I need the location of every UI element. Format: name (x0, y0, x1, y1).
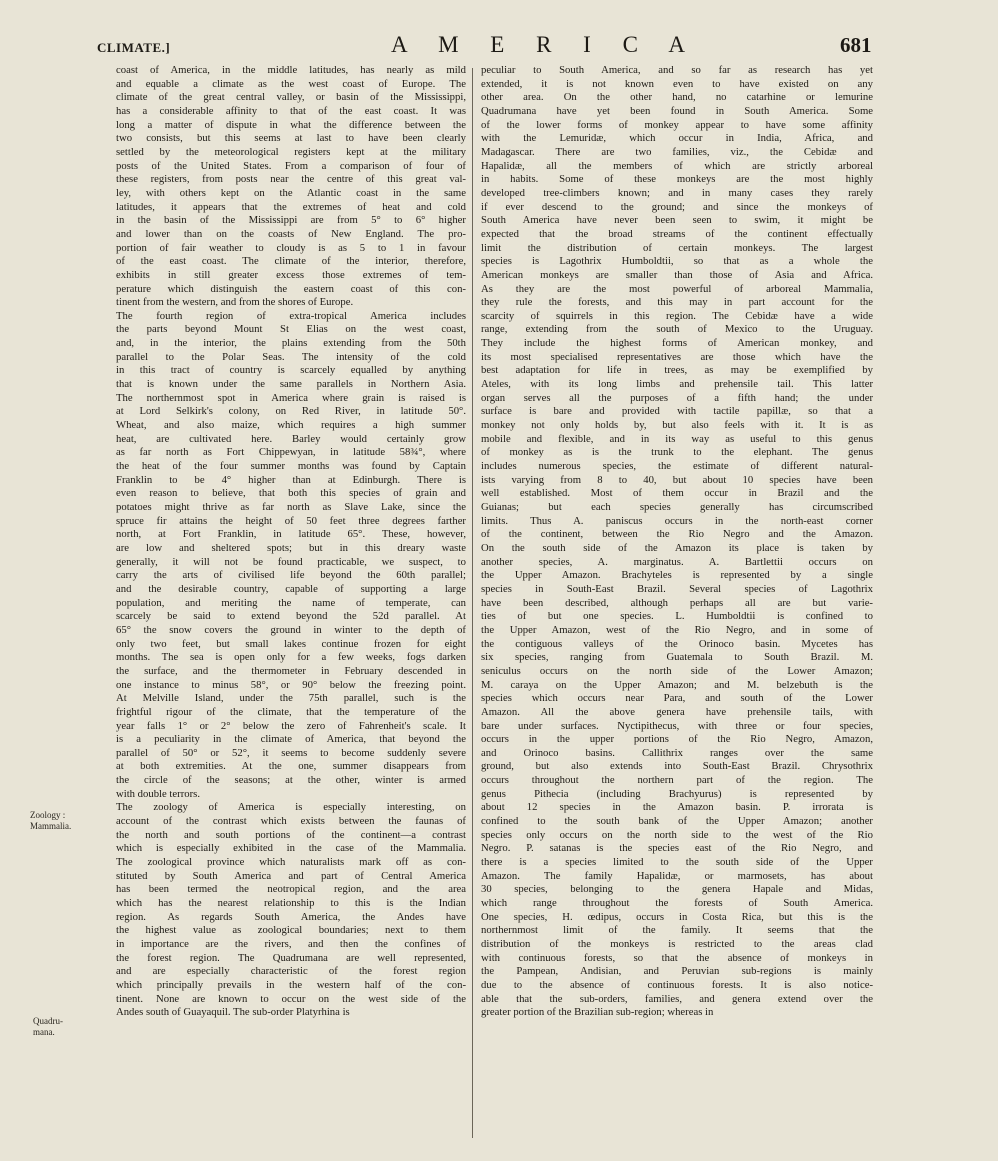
text-line: and are especially characteristic of the forest region (116, 965, 466, 978)
text-line: On the south side of the Amazon its place is taken by (481, 541, 873, 554)
text-line: coast of America, in the middle latitudes, has nearly as mild (116, 64, 466, 76)
text-line: if ever descend to the ground; and since the monkeys of (481, 200, 873, 213)
text-line: with the Lemuridæ, which occur in India, Africa, and (481, 132, 873, 145)
text-line: range, extending from the south of Mexico to the Uruguay. (481, 323, 873, 336)
text-line: perature which distinguish the eastern coast of this con- (116, 282, 466, 295)
page-number: 681 (840, 33, 872, 57)
margin-note-zoology (30, 810, 71, 832)
text-line: monkey not only holds by, but also feels with it. It is as (481, 419, 873, 432)
text-line: even reason to believe, that both this species of grain and (116, 487, 466, 500)
text-line: and Orinoco basins. Callithrix ranges over the same (481, 746, 873, 759)
text-line: developed tree-climbers known; and in many cases they rarely (481, 186, 873, 199)
text-line: of the continent, between the Rio Negro and the Amazon. (481, 528, 873, 541)
text-line: population, and meriting the name of temperate, can (116, 596, 466, 609)
text-line: the highest value as zoological boundaries; next to them (116, 924, 466, 937)
text-line: Quadrumana have yet been found in South America. Some (481, 104, 873, 117)
text-line: They include the highest forms of American monkey, and (481, 337, 873, 350)
text-line: As they are the most powerful of arboreal Mammalia, (481, 282, 873, 295)
text-line: parallel of 50° or 52°, it seems to become suddenly severe (116, 746, 466, 759)
text-line: scarcely be said to extend beyond the 52d parallel. At (116, 610, 466, 623)
text-line: posts of the United States. From a comparison of four of (116, 159, 466, 172)
text-line: ists varying from 8 to 40, but about 10 species have been (481, 473, 873, 486)
text-line: generally, it will not be found practicable, we suspect, to (116, 555, 466, 568)
text-line: only two feet, but small lakes continue frozen for eight (116, 637, 466, 650)
text-line: occurs throughout the northern part of the region. The (481, 774, 873, 787)
text-line: species in South-East Brazil. Several species of Lagothrix (481, 582, 873, 595)
text-line: best adaptation for life in trees, as may be exemplified by (481, 364, 873, 377)
text-line: in habits. Some of these monkeys are the most highly (481, 173, 873, 186)
text-line: greater portion of the Brazilian sub-region; whereas in (481, 1006, 714, 1019)
column-divider (472, 68, 473, 1138)
text-line: northernmost limit of the family. It seems that the (481, 924, 873, 937)
margin-note-line: Zoology : (30, 810, 66, 820)
text-line: due to the absence of continuous forests. It is also notice- (481, 978, 873, 991)
text-line: occurs in the upper portions of the Rio Negro, Amazon, (481, 733, 873, 746)
text-line: limit the distribution of certain monkeys. The largest (481, 241, 873, 254)
text-line: Hapalidæ, all the members of which are strictly arboreal (481, 159, 873, 172)
text-line: seniculus occurs on the north side of the Lower Amazon; (481, 664, 873, 677)
text-line: exhibits in still greater excess those extremes of tem- (116, 268, 466, 281)
text-line: six species, ranging from Guatemala to South Brazil. M. (481, 651, 873, 664)
text-line: The northernmost spot in America where grain is raised is (116, 391, 466, 404)
text-line: in the basin of the Mississippi are from 5° to 6° higher (116, 214, 466, 227)
text-line: bare under surfaces. Nyctipithecus, with three or four species, (481, 719, 873, 732)
right-text-column (481, 64, 873, 1020)
text-line: and the desirable country, capable of supporting a large (116, 582, 466, 595)
text-line: are low and sheltered spots; but in this dreary waste (116, 541, 466, 554)
text-line: tinent from the western, and from the shores of Europe. (116, 296, 354, 309)
text-line: The zoology of America is especially interesting, on (116, 801, 466, 814)
text-line: M. caraya on the Upper Amazon; and M. belzebuth is the (481, 678, 873, 691)
text-line: stituted by South America and part of Central America (116, 869, 466, 882)
margin-note-line: Quadru- (33, 1016, 63, 1026)
text-line: one instance to minus 58°, or 90° below the freezing point. (116, 678, 466, 691)
text-line: peculiar to South America, and so far as research has yet (481, 64, 873, 76)
text-line: species which occurs near Para, and south of the Lower (481, 692, 873, 705)
text-line: as far north as Fort Chippewyan, in latitude 58¾°, where (116, 446, 466, 459)
text-line: settled by the meteorological registers kept at the military (116, 145, 466, 158)
text-line: at Lord Selkirk's colony, on Red River, in latitude 50°. (116, 405, 466, 418)
text-line: the circle of the seasons; at the other, winter is armed (116, 774, 466, 787)
text-line: the Pampean, Andisian, and Peruvian sub-regions is mainly (481, 965, 873, 978)
text-line: have been described, although perhaps all are but varie- (481, 596, 873, 609)
text-line: heat, are cultivated here. Barley would certainly grow (116, 432, 466, 445)
text-line: long a matter of dispute in what the difference between the (116, 118, 466, 131)
text-line: these registers, from posts near the centre of this great val- (116, 173, 466, 186)
text-line: able that the sub-orders, families, and genera extend over the (481, 992, 873, 1005)
text-line: Amazon. The family Hapalidæ, or marmosets, has about (481, 869, 873, 882)
text-line: there is a species limited to the south side of the Upper (481, 856, 873, 869)
text-line: extended, it is not known even to have existed on any (481, 77, 873, 90)
text-line: South America have never been seen to swim, it might be (481, 214, 873, 227)
text-line: distribution of the monkeys is restricted to the areas clad (481, 938, 873, 950)
text-line: carry the arts of civilised life beyond the 60th parallel; (116, 569, 466, 582)
text-line: well established. Most of them occur in Brazil and the (481, 487, 873, 500)
margin-note-line: Mammalia. (30, 821, 72, 831)
text-line: with double terrors. (116, 787, 200, 800)
text-line: has been termed the neotropical region, and the area (116, 883, 466, 896)
text-line: 65° the snow covers the ground in winter to the depth of (116, 623, 466, 636)
text-line: north, at Fort Franklin, in latitude 65°. These, however, (116, 528, 466, 541)
text-line: region. As regards South America, the Andes have (116, 910, 466, 923)
text-line: in this tract of country is scarcely equalled by anything (116, 364, 466, 377)
text-line: American monkeys are smaller than those of Asia and Africa. (481, 268, 873, 281)
text-line: about 12 species in the Amazon basin. P. irrorata is (481, 801, 873, 814)
text-line: the surface, and the thermometer in February descended in (116, 664, 466, 677)
text-line: species is Lagothrix Humboldtii, so that as a whole the (481, 255, 873, 268)
text-line: and lower than on the coasts of New England. The pro- (116, 227, 466, 240)
text-line: The fourth region of extra-tropical America includes (116, 309, 466, 322)
text-line: which range throughout the forests of South America. (481, 897, 873, 910)
text-line: latitudes, it appears that the extremes of heat and cold (116, 200, 466, 213)
text-line: mobile and flexible, and in its way as useful to this genus (481, 432, 873, 445)
text-line: Andes south of Guayaquil. The sub-order Platyrhina is (116, 1006, 350, 1019)
text-line: species only occurs on the north side to the west of the Rio (481, 828, 873, 841)
section-heading: CLIMATE.] (97, 40, 171, 55)
text-line: which has the nearest relationship to this is the Indian (116, 897, 466, 910)
text-line: they rule the forests, and this may in part account for the (481, 296, 873, 309)
text-line: its most specialised representatives are those which have the (481, 350, 873, 363)
text-line: the Upper Amazon. Brachyteles is represented by a single (481, 569, 873, 582)
text-line: spruce fir attains the height of 50 feet three degrees farther (116, 514, 466, 527)
text-line: of the lower forms of monkey appear to have some affinity (481, 118, 873, 131)
text-line: genus Pithecia (including Brachyurus) is represented by (481, 787, 873, 800)
text-line: has a considerable affinity to that of the east coast. It was (116, 104, 466, 117)
text-line: Amazon. All the above genera have prehensile tails, with (481, 705, 873, 718)
text-line: the contiguous valleys of the Orinoco basin. Mycetes has (481, 637, 873, 650)
text-line: The zoological province which naturalists mark off as con- (116, 856, 466, 869)
text-line: of the east coast. The climate of the interior, therefore, (116, 255, 466, 268)
text-line: the heat of the four summer months was found by Captain (116, 460, 466, 473)
text-line: another species, A. marginatus. A. Bartlettii occurs on (481, 555, 873, 568)
text-line: the north and south portions of the continent—a contrast (116, 828, 466, 841)
text-line: ley, with others kept on the Atlantic coast in the same (116, 186, 466, 199)
text-line: in importance are the rivers, and then the confines of (116, 938, 466, 950)
text-line: potatoes might thrive as far north as Slave Lake, since the (116, 501, 466, 513)
text-line: that is known under the same parallels in Northern Asia. (116, 378, 466, 391)
text-line: Negro. P. satanas is the species east of the Rio Negro, and (481, 842, 873, 855)
text-line: ground, but also extends into South-East Brazil. Chrysothrix (481, 760, 873, 773)
text-line: portion of fair weather to cloudy is as 5 to 1 in favour (116, 241, 466, 254)
text-line: climate of the great central valley, or basin of the Mississippi, (116, 91, 466, 104)
text-line: of monkey as is the trunk to the elephant. The genus (481, 446, 873, 459)
text-line: 30 species, belonging to the genera Hapale and Midas, (481, 883, 873, 896)
text-line: Franklin to be 4° higher than at Edinburgh. There is (116, 473, 466, 486)
text-line: parallel to the Polar Seas. The intensity of the cold (116, 350, 466, 363)
margin-note-quadrumana (33, 1016, 63, 1038)
text-line: and, in the interior, the plains extending from the 50th (116, 337, 466, 350)
text-line: Wheat, and also maize, which requires a high summer (116, 419, 466, 432)
margin-note-line: mana. (33, 1027, 55, 1037)
text-line: Madagascar. There are two families, viz., the Cebidæ and (481, 145, 873, 158)
text-line: confined to the south bank of the Upper Amazon; another (481, 815, 873, 828)
text-line: other area. On the other hand, no catarhine or lemurine (481, 91, 873, 104)
running-title: A M E R I C A (391, 32, 699, 57)
text-line: frightful rigour of the climate, that the temperature of the (116, 705, 466, 718)
text-line: ties of but one species. L. Humboldtii is confined to (481, 610, 873, 623)
page-header (0, 32, 998, 62)
text-line: which principally prevails in the western half of the con- (116, 978, 466, 991)
text-line: Ateles, with its long limbs and prehensile tail. This latter (481, 378, 873, 391)
text-line: scarcity of squirrels in this region. The Cebidæ have a wide (481, 309, 873, 322)
text-line: includes numerous species, the estimate of different natural- (481, 460, 873, 473)
text-line: at both extremities. At the one, summer disappears from (116, 760, 466, 773)
text-line: which is especially exhibited in the case of the Mammalia. (116, 842, 466, 855)
text-line: is a peculiarity in the climate of America, that beyond the (116, 733, 466, 746)
text-line: Guianas; but each species generally has circumscribed (481, 501, 873, 513)
text-line: organ serves all the purposes of a fifth hand; the under (481, 391, 873, 404)
text-line: One species, H. œdipus, occurs in Costa Rica, but this is the (481, 910, 873, 923)
text-line: At Melville Island, under the 75th parallel, such is the (116, 692, 466, 705)
text-line: account of the contrast which exists between the faunas of (116, 815, 466, 828)
text-line: the parts beyond Mount St Elias on the west coast, (116, 323, 466, 336)
text-line: and equable a climate as the west coast of Europe. The (116, 77, 466, 90)
text-line: the forest region. The Quadrumana are well represented, (116, 951, 466, 964)
text-line: expected that the broad streams of the continent effectually (481, 227, 873, 240)
text-line: months. The sea is open only for a few weeks, fogs darken (116, 651, 466, 664)
text-line: year falls 1° or 2° below the zero of Fahrenheit's scale. It (116, 719, 466, 732)
text-line: limits. Thus A. paniscus occurs in the north-east corner (481, 514, 873, 527)
text-line: two consists, but this seems at last to have been clearly (116, 132, 466, 145)
text-line: with continuous forests, so that the absence of monkeys in (481, 951, 873, 964)
text-line: the Upper Amazon, west of the Rio Negro, and in some of (481, 623, 873, 636)
text-line: tinent. None are known to occur on the west side of the (116, 992, 466, 1005)
left-text-column (116, 64, 466, 1020)
text-line: surface is bare and provided with tactile papillæ, so that a (481, 405, 873, 418)
